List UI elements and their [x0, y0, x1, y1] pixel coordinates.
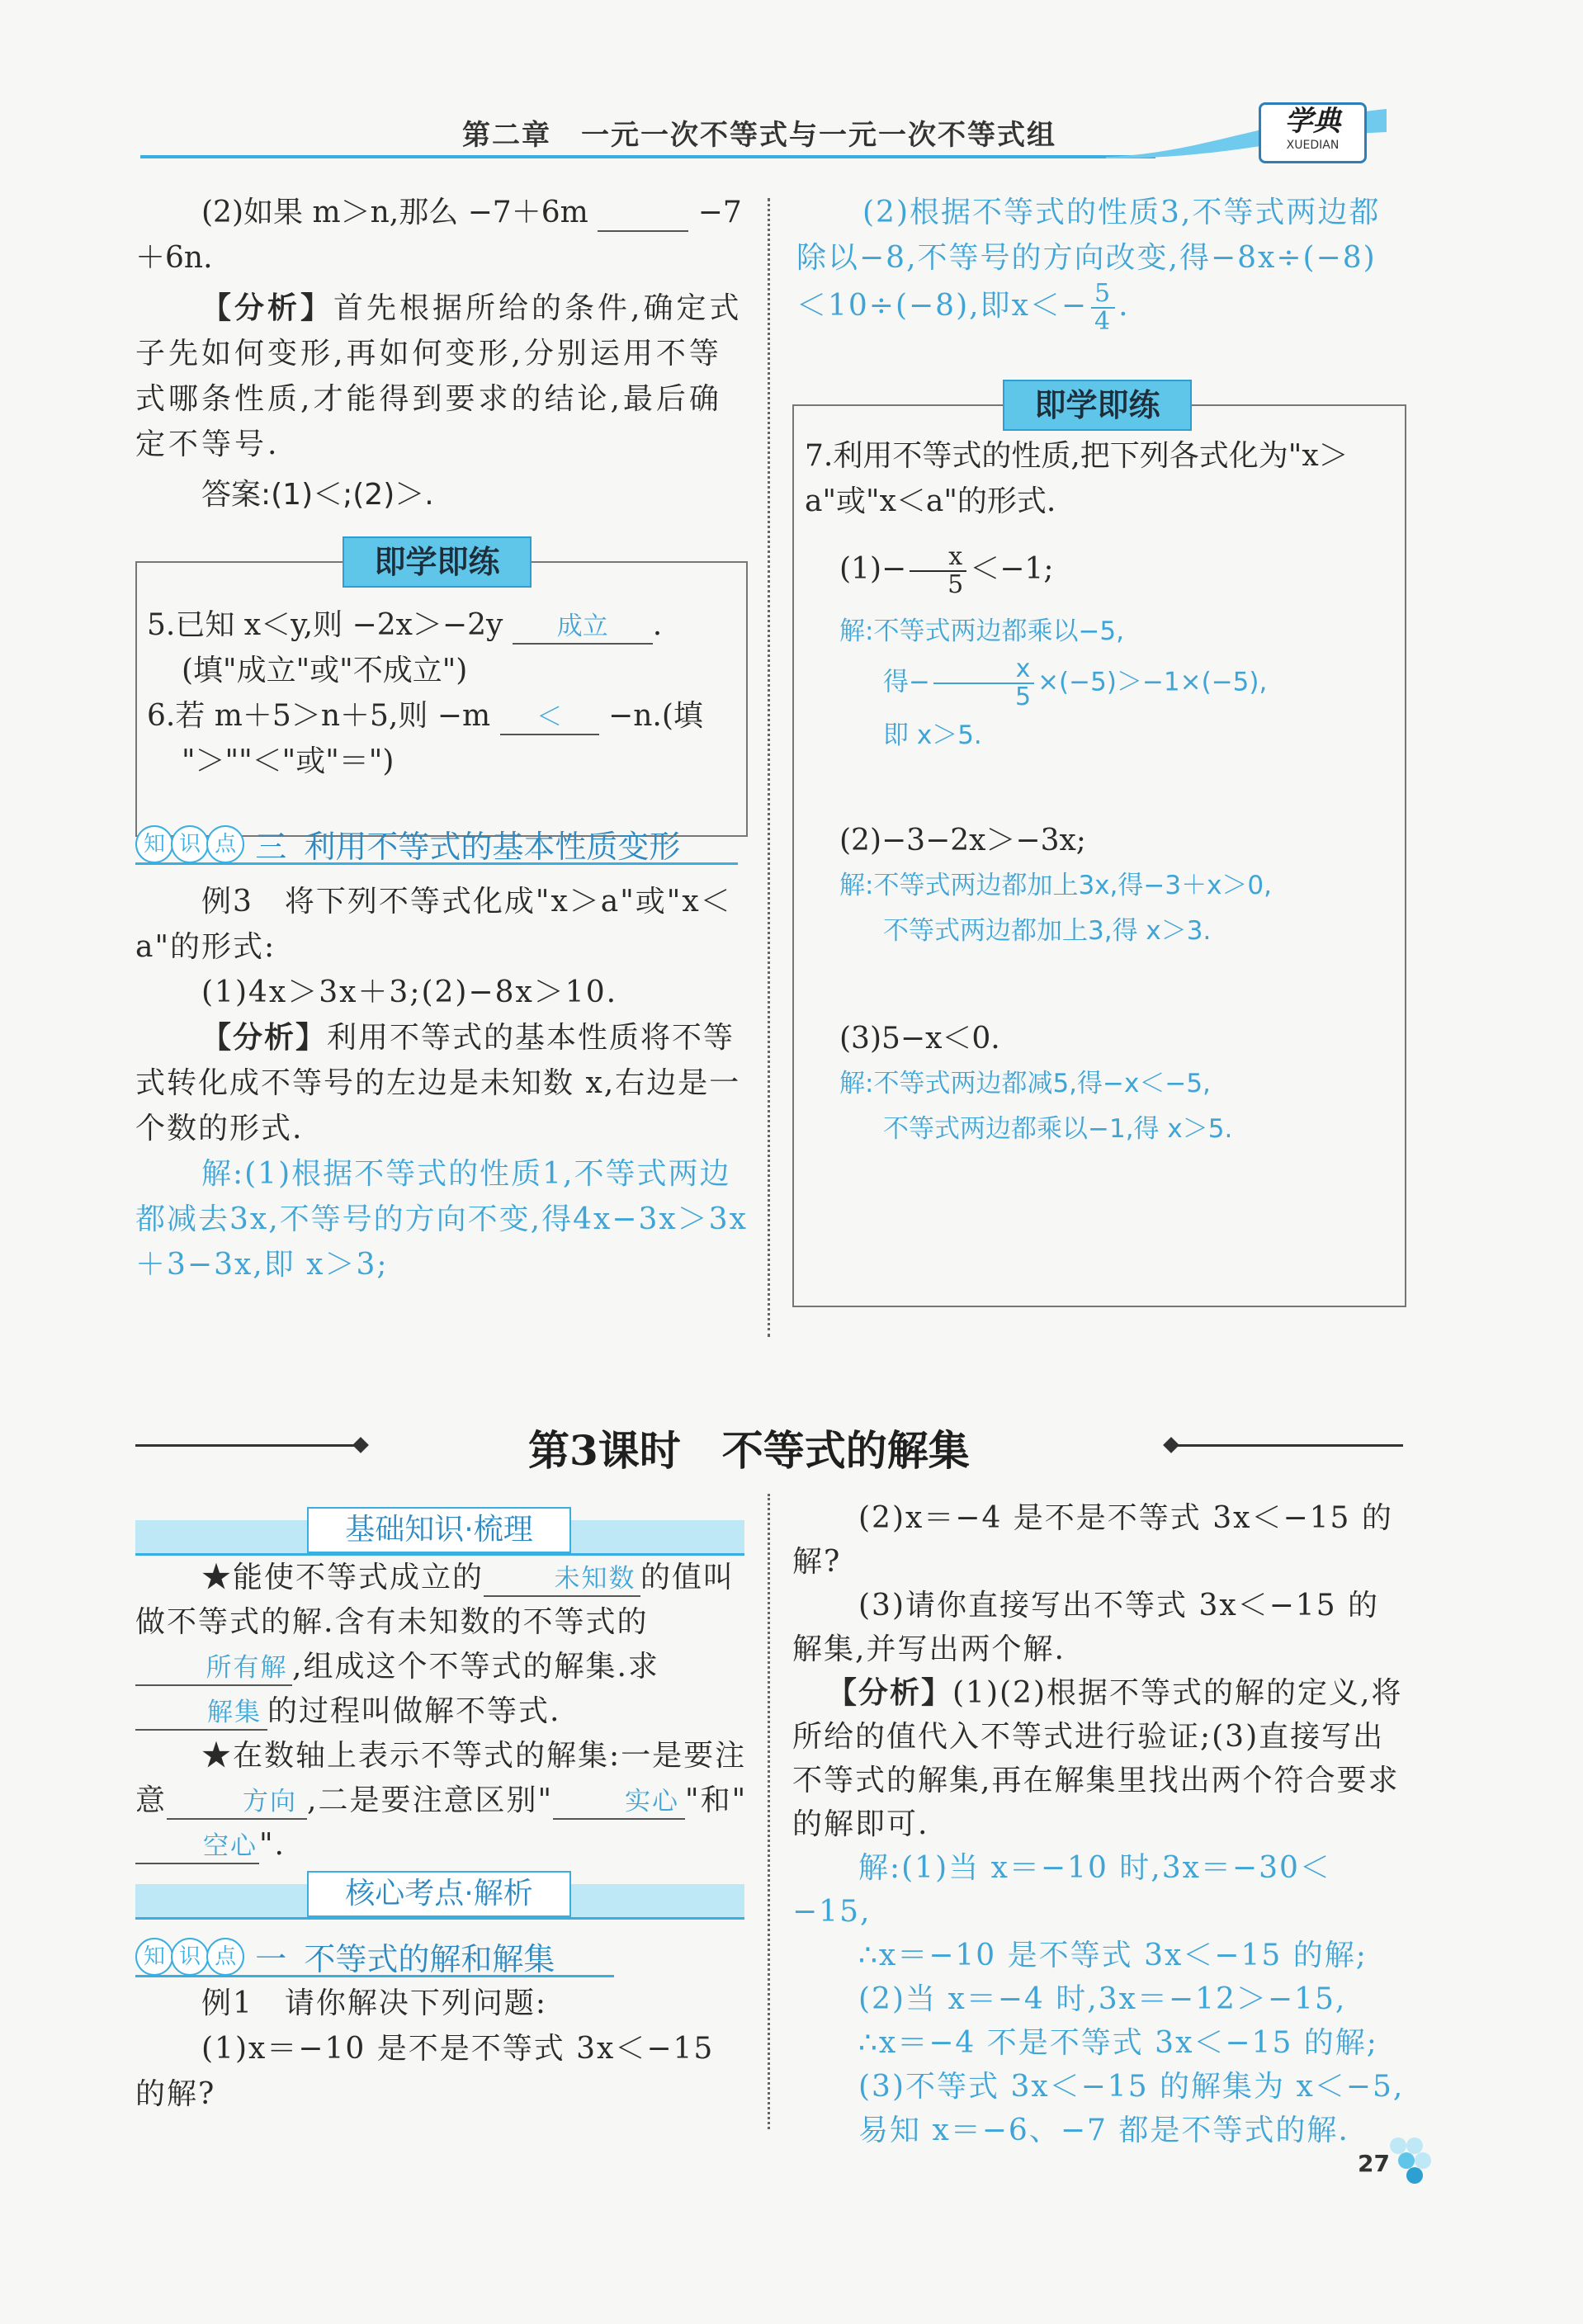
ex1-sol-4: ∴x＝−4 不是不等式 3x＜−15 的解; — [858, 2026, 1378, 2060]
q5-blank[interactable]: 成立 — [513, 610, 653, 645]
answer: 答案:(1)＜;(2)＞. — [201, 478, 434, 512]
p1-sol-2: 得− $\frac{x}{5}$ ×(−5)＞−1×(−5), — [883, 654, 1268, 711]
practice-right-content: 7.利用不等式的性质,把下列各式化为"x＞a"或"x＜a"的形式. (1)− $\frac{x}{5}$ ＜−1; 解:不等式两边都乘以−5, 得− $\frac{x}{5}$ ×(−5)＞−1×(−5), 即 x＞5. (2)−3−2x＞−3x; 解:不等式两边都加上3x,得−3＋x＞0, 不等式两边都加上3,得 x＞3. (3)5−x＜0. 解:不等式两边都减5,得−x＜−5, 不等式两边都乘以−1,得 x＞5. — [805, 433, 1395, 1152]
ex1-sol-3: (2)当 x＝−4 时,3x＝−12＞−15, — [858, 1982, 1347, 2016]
q6-hint: "＞""＜"或"＝") — [182, 744, 395, 778]
blank-all-solutions[interactable]: 所有解 — [135, 1651, 292, 1686]
analysis-text: 首先根据所给的条件,确定式子先如何变形,再如何变形,分别运用不等式哪条性质,才能得到要求的结论,最后确定不等号. — [135, 291, 743, 461]
example-1-q3: (3)请你直接写出不等式 3x＜−15 的解集,并写出两个解. — [792, 1589, 1380, 1666]
title-rule-right — [1172, 1444, 1403, 1447]
example-1-q1: (1)x＝−10 是不是不等式 3x＜−15 的解? — [135, 2032, 715, 2111]
core-label: 核心考点·解析 — [307, 1871, 571, 1917]
p2: (2)−3−2x＞−3x; — [839, 824, 1086, 857]
ex1-analysis-label: 【分析】 — [827, 1676, 953, 1710]
q6-tail: −n.(填 — [608, 699, 703, 733]
q5-hint: (填"成立"或"不成立") — [182, 654, 468, 687]
left-top-block — [135, 190, 750, 517]
blank-hollow[interactable]: 空心 — [135, 1830, 259, 1864]
knowledge-point-3 — [135, 821, 738, 865]
basics-content: ★能使不等式成立的 未知数 的值叫做不等式的解.含有未知数的不等式的所有解 ,组成这个不等式的解集.求解集 的过程叫做解不等式. ★在数轴上表示不等式的解集:一是要注意 方向 ,二是要注意区别" 实心 "和"空心". — [135, 1556, 750, 1868]
blank-solid[interactable]: 实心 — [553, 1785, 685, 1820]
knowledge-point-1: 知 识 点 一 不等式的解和解集 — [135, 1934, 614, 1977]
basics-label: 基础知识·梳理 — [307, 1507, 571, 1553]
kp-ring-2: 识 — [171, 825, 209, 863]
title-diamond-left — [352, 1437, 369, 1453]
ex1-sol-6: 易知 x＝−6、−7 都是不等式的解. — [858, 2114, 1349, 2147]
example-1-title: 例1 请你解决下列问题: — [201, 1986, 548, 2020]
practice-tab-left: 即学即练 — [343, 536, 532, 588]
p2-sol-1: 解:不等式两边都加上3x,得−3＋x＞0, — [839, 871, 1272, 900]
p3: (3)5−x＜0. — [839, 1022, 1000, 1056]
example-3-title: 例3 将下列不等式化成"x＞a"或"x＜a"的形式: — [135, 885, 732, 964]
q5-end: . — [652, 608, 663, 642]
fraction-x-5: $\frac{x}{5}$ — [910, 544, 966, 598]
chapter-title: 第二章 一元一次不等式与一元一次不等式组 — [462, 119, 1056, 152]
page-number: 27 — [1358, 2150, 1390, 2177]
kp1-title: 不等式的解和解集 — [304, 1941, 555, 1977]
ex1-sol-5: (3)不等式 3x＜−15 的解集为 x＜−5, — [858, 2070, 1405, 2104]
practice-left-content — [147, 602, 741, 784]
q6-text: 6.若 m＋5＞n＋5,则 −m — [147, 699, 491, 733]
example-3-block — [135, 879, 750, 1287]
hex-dots-icon — [1387, 2136, 1436, 2185]
ex3-analysis-label: 【分析】 — [201, 1021, 328, 1055]
example-3-items: (1)4x＞3x＋3;(2)−8x＞10. — [201, 975, 618, 1009]
fraction-x-5-sol: $\frac{x}{5}$ — [933, 656, 1034, 711]
ex3-analysis-text: 利用不等式的基本性质将不等式转化成不等号的左边是未知数 x,右边是一个数的形式. — [135, 1021, 741, 1145]
example-1-block — [135, 1981, 750, 2117]
p3-sol-1: 解:不等式两边都减5,得−x＜−5, — [839, 1069, 1211, 1098]
ex1-sol-1: 解:(1)当 x＝−10 时,3x＝−30＜−15, — [792, 1851, 1331, 1929]
right-bottom-block — [792, 1496, 1407, 2152]
ex1-sol-2: ∴x＝−10 是不等式 3x＜−15 的解; — [858, 1939, 1368, 1972]
kp1-number: 一 — [255, 1941, 287, 1977]
example-1-q2: (2)x＝−4 是不是不等式 3x＜−15 的解? — [792, 1501, 1393, 1579]
column-divider-top — [768, 198, 770, 1337]
fraction-5-4: $\frac{5}{4}$ — [1091, 281, 1115, 335]
p1-sol-1: 解:不等式两边都乘以−5, — [839, 616, 1124, 646]
q6-blank[interactable]: ＜ — [500, 701, 599, 735]
ex3-solution-2: (2)根据不等式的性质3,不等式两边都除以−8,不等号的方向改变,得−8x÷(−8) — [796, 196, 1381, 275]
practice-tab-right: 即学即练 — [1003, 380, 1192, 431]
column-divider-bottom — [768, 1494, 770, 2129]
lesson-title: 第3课时 不等式的解集 — [528, 1426, 970, 1475]
blank-unknown[interactable]: 未知数 — [484, 1562, 640, 1597]
blank-solution-set[interactable]: 解集 — [135, 1696, 267, 1731]
brand-logo: 学典 — [1284, 105, 1341, 138]
kp-number: 三 — [255, 829, 287, 865]
kp-title: 利用不等式的基本性质变形 — [304, 829, 681, 865]
ex3-solution-2b: ＜10÷(−8),即x＜− — [796, 289, 1089, 323]
q2-cont: ＋6n. — [135, 241, 213, 275]
p1-sol-3: 即 x＞5. — [883, 720, 982, 750]
q2-blank[interactable] — [598, 197, 688, 232]
title-rule-left — [135, 1444, 358, 1447]
q2-text: (2)如果 m＞n,那么 −7＋6m — [201, 196, 588, 229]
q5-text: 5.已知 x＜y,则 −2x＞−2y — [147, 608, 503, 642]
brand-badge — [1259, 102, 1367, 163]
analysis-label: 【分析】 — [201, 291, 334, 325]
right-top-block: (2)根据不等式的性质3,不等式两边都除以−8,不等号的方向改变,得−8x÷(−8) ＜10÷(−8),即x＜− $\frac{5}{4}$ . — [796, 190, 1407, 335]
q7-text: 7.利用不等式的性质,把下列各式化为"x＞a"或"x＜a"的形式. — [805, 439, 1349, 518]
ex1-analysis-text: (1)(2)根据不等式的解的定义,将所给的值代入不等式进行验证;(3)直接写出不等式的解集,再在解集里找出两个符合要求的解即可. — [792, 1676, 1403, 1841]
header — [132, 99, 1403, 165]
p3-sol-2: 不等式两边都乘以−1,得 x＞5. — [883, 1114, 1233, 1144]
q2-tail: −7 — [697, 196, 742, 229]
kp-ring-1: 知 — [135, 825, 173, 863]
blank-direction[interactable]: 方向 — [167, 1785, 307, 1820]
brand-sub: XUEDIAN — [1286, 139, 1340, 152]
ex3-solution: 解:(1)根据不等式的性质1,不等式两边都减去3x,不等号的方向不变,得4x−3x＞3x＋3−3x,即 x＞3; — [135, 1157, 748, 1282]
kp-ring-3: 点 — [206, 825, 244, 863]
p2-sol-2: 不等式两边都加上3,得 x＞3. — [883, 916, 1212, 946]
